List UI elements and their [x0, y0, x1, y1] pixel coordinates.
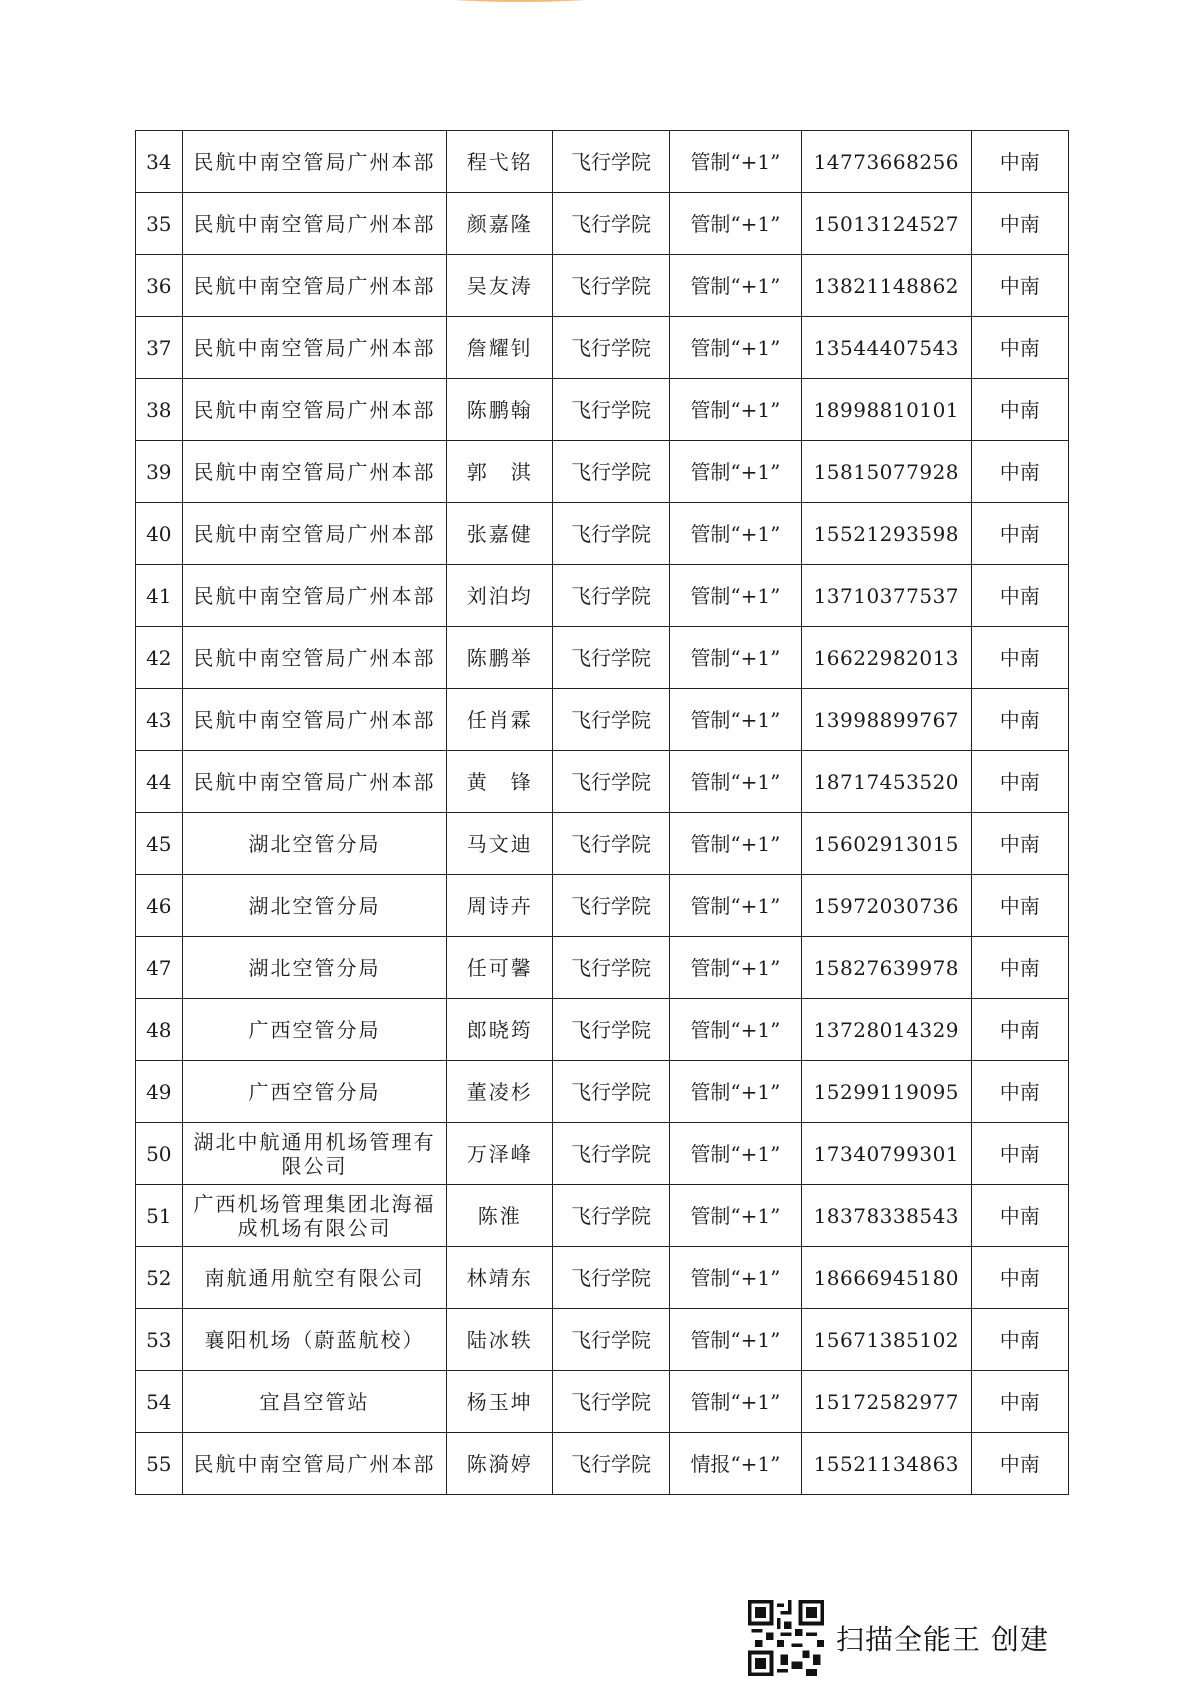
work-unit-cell: 民航中南空管局广州本部 [182, 751, 447, 813]
row-number-cell: 47 [136, 937, 183, 999]
region-cell: 中南 [971, 627, 1068, 689]
table-row [136, 999, 1069, 1061]
phone-number-cell: 18717453520 [802, 751, 971, 813]
row-number-cell: 35 [136, 193, 183, 255]
table-row [136, 627, 1069, 689]
work-unit-cell: 民航中南空管局广州本部 [182, 379, 447, 441]
college-cell: 飞行学院 [553, 193, 669, 255]
phone-number-cell: 13728014329 [802, 999, 971, 1061]
phone-number-cell: 15815077928 [802, 441, 971, 503]
scanner-brand-text: 扫描全能王 创建 [836, 1623, 1049, 1656]
row-number-cell: 50 [136, 1123, 183, 1185]
college-cell: 飞行学院 [553, 131, 669, 193]
region-cell: 中南 [971, 317, 1068, 379]
table-row [136, 1185, 1069, 1247]
table-row [136, 1309, 1069, 1371]
row-number-cell: 39 [136, 441, 183, 503]
work-unit-cell: 湖北中航通用机场管理有限公司 [182, 1123, 447, 1185]
work-unit-cell: 湖北空管分局 [182, 875, 447, 937]
phone-number-cell: 13998899767 [802, 689, 971, 751]
work-unit-cell: 民航中南空管局广州本部 [182, 193, 447, 255]
phone-number-cell: 15013124527 [802, 193, 971, 255]
program-cell: 管制“+1” [669, 441, 801, 503]
region-cell: 中南 [971, 999, 1068, 1061]
college-cell: 飞行学院 [553, 1433, 669, 1495]
row-number-cell: 46 [136, 875, 183, 937]
college-cell: 飞行学院 [553, 565, 669, 627]
work-unit-cell: 广西空管分局 [182, 999, 447, 1061]
college-cell: 飞行学院 [553, 379, 669, 441]
phone-number-cell: 15521293598 [802, 503, 971, 565]
program-cell: 管制“+1” [669, 193, 801, 255]
region-cell: 中南 [971, 1371, 1068, 1433]
student-name-cell: 吴友涛 [447, 255, 553, 317]
work-unit-cell: 民航中南空管局广州本部 [182, 255, 447, 317]
college-cell: 飞行学院 [553, 503, 669, 565]
phone-number-cell: 15602913015 [802, 813, 971, 875]
student-name-cell: 陈漪婷 [447, 1433, 553, 1495]
student-name-cell: 万泽峰 [447, 1123, 553, 1185]
phone-number-cell: 15172582977 [802, 1371, 971, 1433]
row-number-cell: 44 [136, 751, 183, 813]
college-cell: 飞行学院 [553, 937, 669, 999]
student-name-cell: 黄 锋 [447, 751, 553, 813]
student-name-cell: 詹耀钊 [447, 317, 553, 379]
work-unit-cell: 民航中南空管局广州本部 [182, 565, 447, 627]
work-unit-cell: 湖北空管分局 [182, 813, 447, 875]
program-cell: 管制“+1” [669, 999, 801, 1061]
table-row [136, 565, 1069, 627]
phone-number-cell: 17340799301 [802, 1123, 971, 1185]
table-row [136, 1433, 1069, 1495]
college-cell: 飞行学院 [553, 751, 669, 813]
work-unit-cell: 民航中南空管局广州本部 [182, 627, 447, 689]
row-number-cell: 45 [136, 813, 183, 875]
program-cell: 管制“+1” [669, 627, 801, 689]
row-number-cell: 37 [136, 317, 183, 379]
row-number-cell: 48 [136, 999, 183, 1061]
phone-number-cell: 14773668256 [802, 131, 971, 193]
phone-number-cell: 18378338543 [802, 1185, 971, 1247]
student-name-cell: 郭 淇 [447, 441, 553, 503]
program-cell: 管制“+1” [669, 379, 801, 441]
region-cell: 中南 [971, 131, 1068, 193]
region-cell: 中南 [971, 565, 1068, 627]
phone-number-cell: 13821148862 [802, 255, 971, 317]
college-cell: 飞行学院 [553, 441, 669, 503]
table-row [136, 1061, 1069, 1123]
row-number-cell: 36 [136, 255, 183, 317]
phone-number-cell: 18666945180 [802, 1247, 971, 1309]
region-cell: 中南 [971, 689, 1068, 751]
college-cell: 飞行学院 [553, 255, 669, 317]
table-row [136, 379, 1069, 441]
row-number-cell: 40 [136, 503, 183, 565]
work-unit-cell: 南航通用航空有限公司 [182, 1247, 447, 1309]
table-row [136, 1123, 1069, 1185]
table-row [136, 255, 1069, 317]
student-name-cell: 颜嘉隆 [447, 193, 553, 255]
college-cell: 飞行学院 [553, 1309, 669, 1371]
phone-number-cell: 15827639978 [802, 937, 971, 999]
college-cell: 飞行学院 [553, 1371, 669, 1433]
phone-number-cell: 18998810101 [802, 379, 971, 441]
student-name-cell: 周诗卉 [447, 875, 553, 937]
work-unit-cell: 民航中南空管局广州本部 [182, 1433, 447, 1495]
region-cell: 中南 [971, 813, 1068, 875]
row-number-cell: 52 [136, 1247, 183, 1309]
row-number-cell: 38 [136, 379, 183, 441]
region-cell: 中南 [971, 1309, 1068, 1371]
region-cell: 中南 [971, 1247, 1068, 1309]
college-cell: 飞行学院 [553, 813, 669, 875]
student-name-cell: 陆冰轶 [447, 1309, 553, 1371]
program-cell: 管制“+1” [669, 875, 801, 937]
student-name-cell: 陈鹏举 [447, 627, 553, 689]
region-cell: 中南 [971, 1433, 1068, 1495]
phone-number-cell: 13710377537 [802, 565, 971, 627]
student-name-cell: 马文迪 [447, 813, 553, 875]
program-cell: 管制“+1” [669, 255, 801, 317]
college-cell: 飞行学院 [553, 627, 669, 689]
program-cell: 管制“+1” [669, 1123, 801, 1185]
program-cell: 管制“+1” [669, 937, 801, 999]
region-cell: 中南 [971, 937, 1068, 999]
program-cell: 管制“+1” [669, 565, 801, 627]
student-name-cell: 张嘉健 [447, 503, 553, 565]
region-cell: 中南 [971, 441, 1068, 503]
program-cell: 管制“+1” [669, 1371, 801, 1433]
table-row [136, 937, 1069, 999]
region-cell: 中南 [971, 503, 1068, 565]
row-number-cell: 43 [136, 689, 183, 751]
row-number-cell: 34 [136, 131, 183, 193]
work-unit-cell: 民航中南空管局广州本部 [182, 503, 447, 565]
college-cell: 飞行学院 [553, 1185, 669, 1247]
table-row [136, 875, 1069, 937]
program-cell: 管制“+1” [669, 751, 801, 813]
qr-code-icon [748, 1600, 824, 1676]
work-unit-cell: 襄阳机场（蔚蓝航校） [182, 1309, 447, 1371]
student-name-cell: 陈鹏翰 [447, 379, 553, 441]
college-cell: 飞行学院 [553, 689, 669, 751]
roster-table [135, 130, 1069, 1495]
student-name-cell: 杨玉坤 [447, 1371, 553, 1433]
region-cell: 中南 [971, 193, 1068, 255]
phone-number-cell: 13544407543 [802, 317, 971, 379]
work-unit-cell: 广西空管分局 [182, 1061, 447, 1123]
student-name-cell: 陈淮 [447, 1185, 553, 1247]
table-row [136, 317, 1069, 379]
program-cell: 管制“+1” [669, 503, 801, 565]
region-cell: 中南 [971, 1123, 1068, 1185]
college-cell: 飞行学院 [553, 317, 669, 379]
program-cell: 情报“+1” [669, 1433, 801, 1495]
phone-number-cell: 15671385102 [802, 1309, 971, 1371]
program-cell: 管制“+1” [669, 813, 801, 875]
student-name-cell: 刘泊均 [447, 565, 553, 627]
phone-number-cell: 15299119095 [802, 1061, 971, 1123]
program-cell: 管制“+1” [669, 1247, 801, 1309]
region-cell: 中南 [971, 751, 1068, 813]
program-cell: 管制“+1” [669, 1061, 801, 1123]
college-cell: 飞行学院 [553, 1061, 669, 1123]
row-number-cell: 55 [136, 1433, 183, 1495]
work-unit-cell: 民航中南空管局广州本部 [182, 441, 447, 503]
region-cell: 中南 [971, 1185, 1068, 1247]
student-name-cell: 任肖霖 [447, 689, 553, 751]
region-cell: 中南 [971, 1061, 1068, 1123]
college-cell: 飞行学院 [553, 1123, 669, 1185]
table-row [136, 503, 1069, 565]
row-number-cell: 49 [136, 1061, 183, 1123]
region-cell: 中南 [971, 255, 1068, 317]
table-row [136, 813, 1069, 875]
phone-number-cell: 16622982013 [802, 627, 971, 689]
program-cell: 管制“+1” [669, 1185, 801, 1247]
region-cell: 中南 [971, 875, 1068, 937]
phone-number-cell: 15521134863 [802, 1433, 971, 1495]
roster-body [136, 131, 1069, 1495]
student-name-cell: 林靖东 [447, 1247, 553, 1309]
student-name-cell: 任可馨 [447, 937, 553, 999]
row-number-cell: 41 [136, 565, 183, 627]
phone-number-cell: 15972030736 [802, 875, 971, 937]
row-number-cell: 54 [136, 1371, 183, 1433]
row-number-cell: 53 [136, 1309, 183, 1371]
program-cell: 管制“+1” [669, 131, 801, 193]
table-row [136, 689, 1069, 751]
college-cell: 飞行学院 [553, 1247, 669, 1309]
row-number-cell: 42 [136, 627, 183, 689]
table-row [136, 1247, 1069, 1309]
work-unit-cell: 宜昌空管站 [182, 1371, 447, 1433]
work-unit-cell: 广西机场管理集团北海福成机场有限公司 [182, 1185, 447, 1247]
program-cell: 管制“+1” [669, 689, 801, 751]
student-name-cell: 程弋铭 [447, 131, 553, 193]
row-number-cell: 51 [136, 1185, 183, 1247]
region-cell: 中南 [971, 379, 1068, 441]
work-unit-cell: 民航中南空管局广州本部 [182, 317, 447, 379]
table-row [136, 131, 1069, 193]
college-cell: 飞行学院 [553, 875, 669, 937]
program-cell: 管制“+1” [669, 1309, 801, 1371]
scanner-watermark [748, 1600, 1049, 1676]
college-cell: 飞行学院 [553, 999, 669, 1061]
student-name-cell: 郎晓筠 [447, 999, 553, 1061]
top-orange-mark [370, 0, 670, 2]
table-row [136, 751, 1069, 813]
table-row [136, 441, 1069, 503]
table-row [136, 193, 1069, 255]
program-cell: 管制“+1” [669, 317, 801, 379]
table-row [136, 1371, 1069, 1433]
work-unit-cell: 湖北空管分局 [182, 937, 447, 999]
student-name-cell: 董凌杉 [447, 1061, 553, 1123]
work-unit-cell: 民航中南空管局广州本部 [182, 131, 447, 193]
work-unit-cell: 民航中南空管局广州本部 [182, 689, 447, 751]
